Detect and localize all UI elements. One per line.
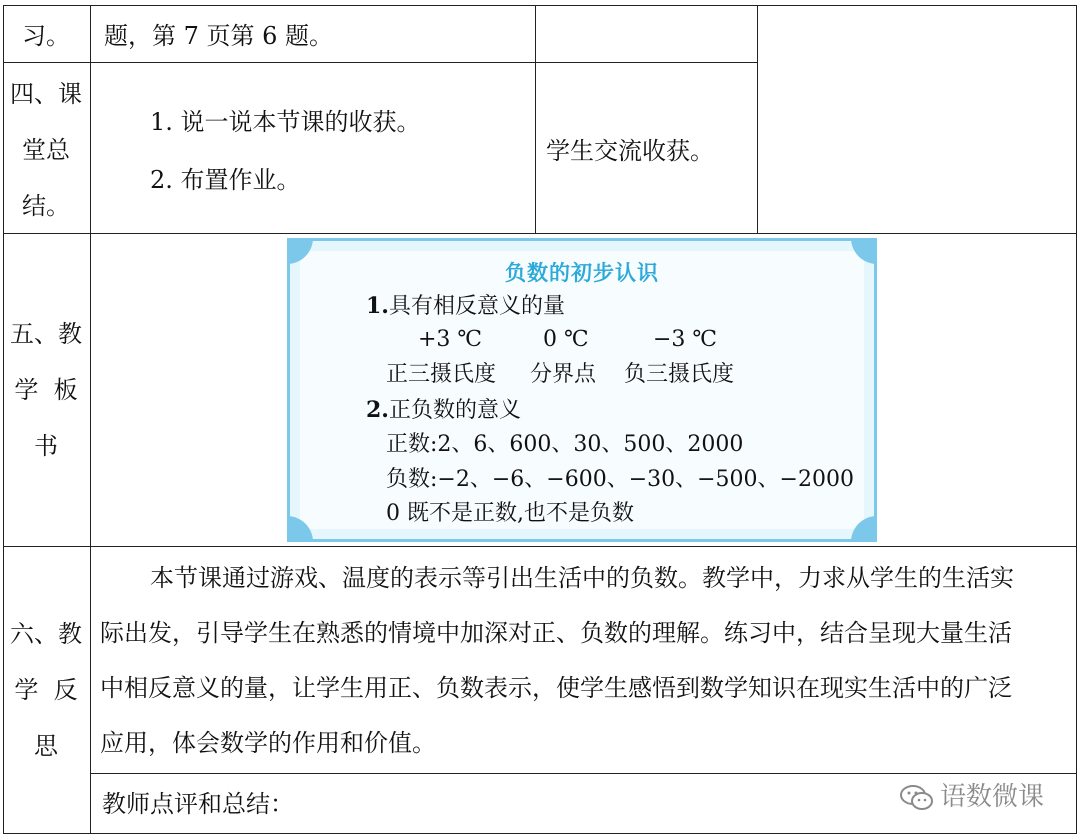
temp-name-negative: 负三摄氏度 [624, 362, 735, 387]
section-2-number: 2. [366, 397, 389, 423]
section-1-number: 1. [366, 293, 389, 319]
row-divider-3 [3, 546, 1077, 547]
negative-numbers: 负数:−2、−6、−600、−30、−500、−2000 [386, 467, 854, 492]
watermark [900, 776, 1044, 813]
corner-ornament-icon [851, 516, 877, 542]
reflection-label [4, 606, 88, 774]
temp-name-zero: 分界点 [530, 362, 597, 387]
teacher-comment-label: 教师点评和总结： [102, 790, 294, 818]
board-label-line: 书 [34, 432, 58, 460]
board-section-1 [366, 293, 565, 320]
summary-item-1: 1. 说一说本节课的收获。 [150, 108, 421, 136]
reflection-line: 中相反意义的量，让学生用正、负数表示，使学生感悟到数学知识在现实生活中的广泛 [100, 674, 1012, 702]
summary-label [4, 66, 88, 234]
summary-label-line: 四、课 [10, 80, 82, 108]
section-1-title: 具有相反意义的量 [388, 294, 565, 319]
temp-positive: +3 ℃ [418, 327, 483, 352]
reflection-label-line: 学 反 [14, 676, 78, 704]
section-2-title: 正负数的意义 [388, 398, 521, 423]
table-border-bottom [3, 833, 1077, 834]
row-divider-4 [90, 773, 1077, 774]
practice-label: 习。 [22, 22, 70, 50]
reflection-line: 应用，体会数学的作用和价值。 [100, 729, 436, 757]
wechat-icon [900, 784, 934, 812]
reflection-label-line: 思 [34, 732, 58, 760]
blackboard-panel [287, 238, 877, 542]
temp-negative: −3 ℃ [653, 327, 718, 352]
practice-content: 题，第 7 页第 6 题。 [104, 22, 334, 50]
summary-item-2: 2. 布置作业。 [150, 166, 301, 194]
reflection-paragraph [100, 551, 1072, 771]
reflection-line: 际出发，引导学生在熟悉的情境中加深对正、负数的理解。练习中，结合呈现大量生活 [100, 619, 1012, 647]
watermark-text: 语数微课 [940, 782, 1045, 812]
table-border-top [3, 5, 1077, 6]
board-section-2 [366, 397, 521, 424]
board-label [4, 306, 88, 474]
table-border-right [1076, 5, 1077, 834]
corner-ornament-icon [287, 516, 313, 542]
row-divider-2 [3, 233, 1077, 234]
summary-label-line: 结。 [22, 192, 70, 220]
reflection-line: 本节课通过游戏、温度的表示等引出生活中的负数。教学中，力求从学生的生活实 [150, 564, 1014, 592]
positive-numbers: 正数:2、6、600、30、500、2000 [386, 432, 744, 457]
temp-zero: 0 ℃ [543, 327, 589, 352]
temp-name-positive: 正三摄氏度 [386, 362, 497, 387]
col-divider-label [90, 5, 91, 834]
zero-statement: 0 既不是正数,也不是负数 [386, 501, 634, 526]
col-divider-notes [757, 5, 758, 234]
board-label-line: 五、教 [10, 320, 82, 348]
board-label-line: 学 板 [14, 376, 78, 404]
col-divider-student [535, 5, 536, 234]
summary-label-line: 堂总 [22, 136, 70, 164]
board-title: 负数的初步认识 [505, 261, 659, 285]
row-divider-1-short [3, 62, 757, 63]
reflection-label-line: 六、教 [10, 620, 82, 648]
student-activity: 学生交流收获。 [546, 137, 714, 165]
